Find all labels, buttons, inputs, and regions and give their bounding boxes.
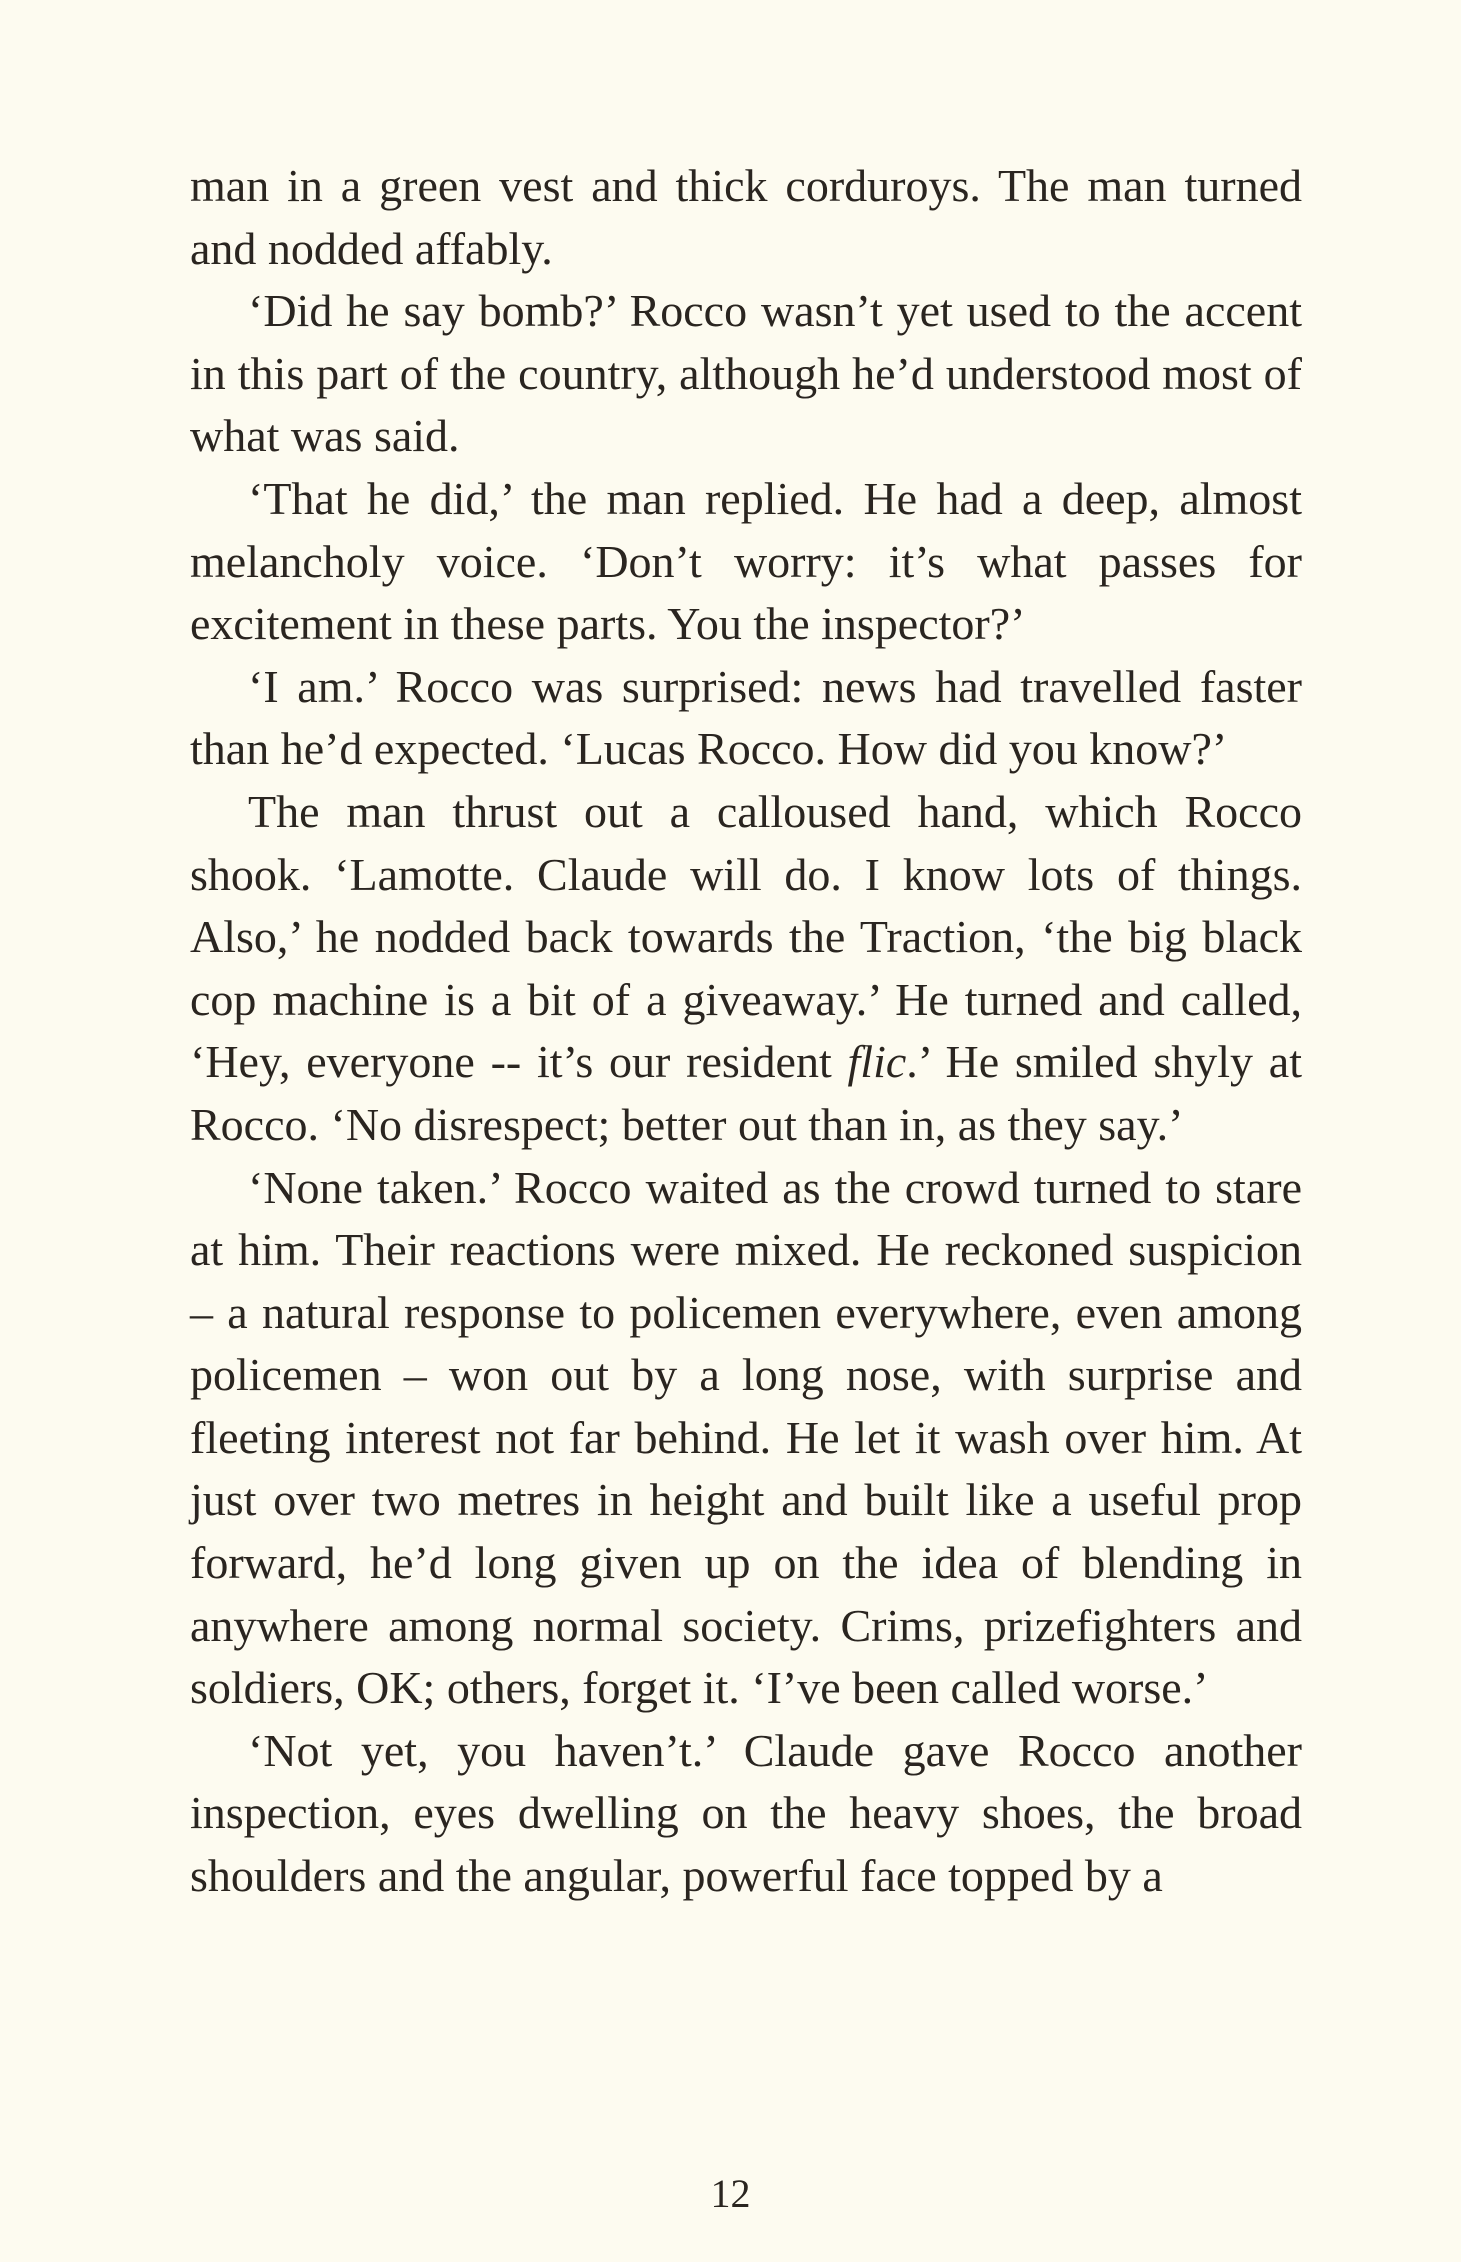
body-text [190,155,1302,1908]
paragraph-5-text-before: The man thrust out a calloused hand, which Rocco shook. ‘Lamotte. Claude will do. I know lots of things. Also,’ he nodded back towards the Traction, ‘the big black cop machine is a bit of a giveaway.’ He turned and called, ‘Hey, everyone -- it’s our resident [190,785,1302,1088]
paragraph-5-emphasis: flic [847,1036,907,1088]
paragraph-6: ‘None taken.’ Rocco waited as the crowd turned to stare at him. Their reactions were mixed. He reckoned suspicion – a natural response to policemen everywhere, even among policemen – won out by a long nose, with surprise and fleeting interest not far behind. He let it wash over him. At just over two metres in height and built like a useful prop forward, he’d long given up on the idea of blending in anywhere among normal society. Crims, prizefighters and soldiers, OK; others, forget it. ‘I’ve been called worse.’ [190,1161,1302,1714]
page-number: 12 [710,2171,751,2216]
paragraph-1: man in a green vest and thick corduroys. The man turned and nodded affably. [190,160,1302,274]
paragraph-4: ‘I am.’ Rocco was surprised: news had travelled faster than he’d expected. ‘Lucas Rocco. How did you know?’ [190,660,1302,775]
paragraph-3: ‘That he did,’ the man replied. He had a deep, almost melancholy voice. ‘Don’t worry: it’s what passes for excitement in these parts. You the inspector?’ [190,472,1302,650]
paragraph-7: ‘Not yet, you haven’t.’ Claude gave Rocco another inspection, eyes dwelling on the heavy shoes, the broad shoulders and the angular, powerful face topped by a [190,1724,1302,1902]
paragraph-2: ‘Did he say bomb?’ Rocco wasn’t yet used to the accent in this part of the country, although he’d understood most of what was said. [190,285,1302,462]
paragraph-5-text-after: .’ He smiled shyly at Rocco. ‘No disrespect; better out than in, as they say.’ [190,1036,1302,1150]
paragraph-5 [190,781,1302,1157]
